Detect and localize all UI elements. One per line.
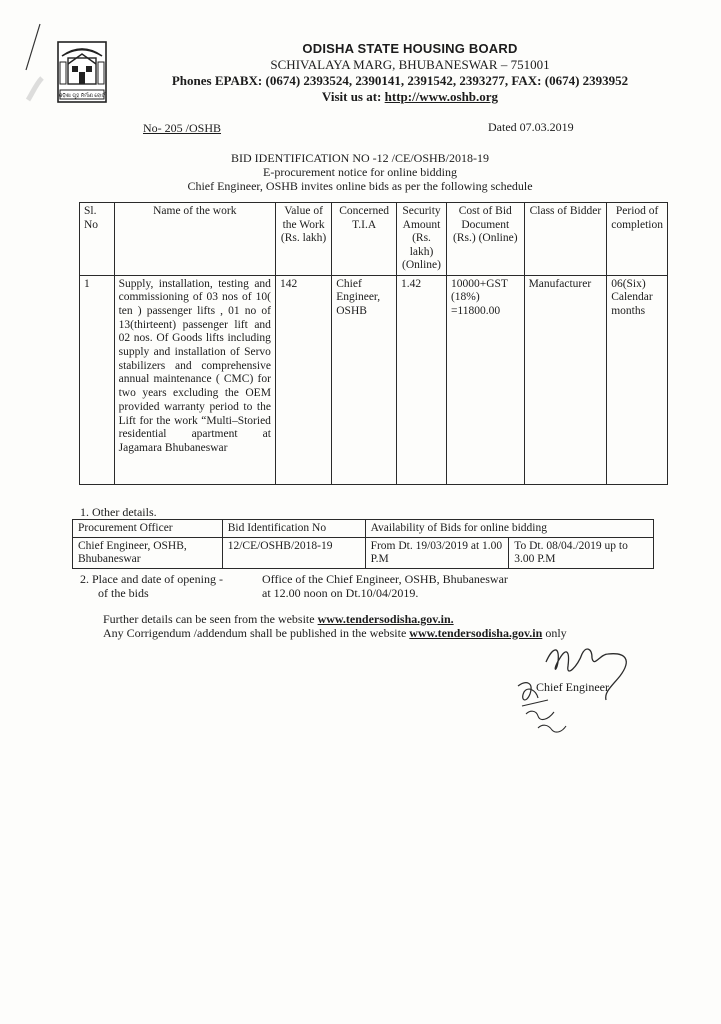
org-name: ODISHA STATE HOUSING BOARD bbox=[302, 41, 518, 56]
class-cell: Manufacturer bbox=[524, 275, 607, 484]
availability-to-cell: To Dt. 08/04./2019 up to 3.00 P.M bbox=[509, 538, 654, 569]
col-value: Value of the Work (Rs. lakh) bbox=[275, 203, 331, 276]
oshb-logo bbox=[56, 40, 108, 104]
bid-id-cell: 12/CE/OSHB/2018-19 bbox=[222, 538, 365, 569]
details-col-availability: Availability of Bids for online bidding bbox=[365, 520, 653, 538]
col-tia: Concerned T.I.A bbox=[332, 203, 397, 276]
col-name-of-work: Name of the work bbox=[114, 203, 275, 276]
details-header-row bbox=[73, 520, 654, 538]
value-cell: 142 bbox=[275, 275, 331, 484]
table-row bbox=[80, 275, 668, 484]
further-text-1: Further details can be seen from the website bbox=[103, 612, 318, 626]
opening-place: Office of the Chief Engineer, OSHB, Bhubaneswar bbox=[262, 572, 508, 586]
tenders-link-1[interactable]: www.tendersodisha.gov.in. bbox=[317, 612, 454, 626]
opening-label-line2: of the bids bbox=[98, 586, 149, 600]
schedule-header-row bbox=[80, 203, 668, 276]
further-line-2 bbox=[103, 626, 567, 640]
eprocurement-line: E-procurement notice for online bidding bbox=[263, 165, 457, 179]
website-link[interactable]: http://www.oshb.org bbox=[384, 89, 499, 104]
col-security: Security Amount (Rs. lakh) (Online) bbox=[397, 203, 447, 276]
opening-time: at 12.00 noon on Dt.10/04/2019. bbox=[262, 586, 419, 600]
other-details-heading: 1. Other details. bbox=[80, 505, 157, 519]
opening-label-line1: 2. Place and date of opening - bbox=[80, 572, 223, 586]
pen-mark bbox=[18, 22, 48, 102]
logo-caption: ଓଡ଼ିଶା ଗୃହ ନିର୍ମାଣ ବୋର୍ଡ bbox=[58, 93, 106, 99]
schedule-table bbox=[79, 202, 668, 485]
opening-label bbox=[80, 572, 223, 600]
opening-value bbox=[262, 572, 508, 600]
invitation-line: Chief Engineer, OSHB invites online bids as per the following schedule bbox=[187, 179, 533, 193]
tenders-link-2[interactable]: www.tendersodisha.gov.in bbox=[409, 626, 543, 640]
tia-cell: Chief Engineer, OSHB bbox=[332, 275, 397, 484]
sl-no-cell: 1 bbox=[80, 275, 115, 484]
security-cell: 1.42 bbox=[397, 275, 447, 484]
work-description-cell: Supply, installation, testing and commissioning of 03 nos of 10( ten ) passenger lifts , 01 no of 13(thirteent) passenger lift and 02 nos. Of Goods lifts including supply and installation of Servo stabilizers and comprehensive annual maintenance ( CMC) for two years excluding the OEM provided warranty period to the Lift for the work “Multi–Storied residential apartment at Jagamara Bhubaneswar bbox=[114, 275, 275, 484]
letter-number: No- 205 /OSHB bbox=[143, 121, 222, 135]
org-phones: Phones EPABX: (0674) 2393524, 2390141, 2391542, 2393277, FAX: (0674) 2393952 bbox=[171, 73, 629, 88]
visit-label: Visit us at: bbox=[321, 89, 385, 104]
org-address: SCHIVALAYA MARG, BHUBANESWAR – 751001 bbox=[270, 57, 550, 72]
signatory-title: Chief Engineer bbox=[536, 680, 609, 694]
further-line-1 bbox=[103, 612, 567, 626]
further-details bbox=[103, 612, 567, 640]
col-class: Class of Bidder bbox=[524, 203, 607, 276]
details-col-officer: Procurement Officer bbox=[73, 520, 223, 538]
bid-identification-line: BID IDENTIFICATION NO -12 /CE/OSHB/2018-19 bbox=[231, 151, 489, 165]
further-text-3: only bbox=[542, 626, 567, 640]
period-cell: 06(Six) Calendar months bbox=[607, 275, 668, 484]
letter-date: Dated 07.03.2019 bbox=[488, 120, 574, 134]
details-table bbox=[72, 519, 654, 569]
table-row bbox=[73, 538, 654, 569]
cost-cell: 10000+GST (18%) =11800.00 bbox=[446, 275, 524, 484]
details-col-bid-id: Bid Identification No bbox=[222, 520, 365, 538]
officer-cell: Chief Engineer, OSHB, Bhubaneswar bbox=[73, 538, 223, 569]
col-sl-no: Sl. No bbox=[80, 203, 115, 276]
col-period: Period of completion bbox=[607, 203, 668, 276]
availability-from-cell: From Dt. 19/03/2019 at 1.00 P.M bbox=[365, 538, 509, 569]
notice-heading bbox=[100, 151, 620, 193]
col-cost: Cost of Bid Document (Rs.) (Online) bbox=[446, 203, 524, 276]
further-text-2: Any Corrigendum /addendum shall be published in the website bbox=[103, 626, 410, 640]
org-website-line bbox=[180, 89, 640, 105]
